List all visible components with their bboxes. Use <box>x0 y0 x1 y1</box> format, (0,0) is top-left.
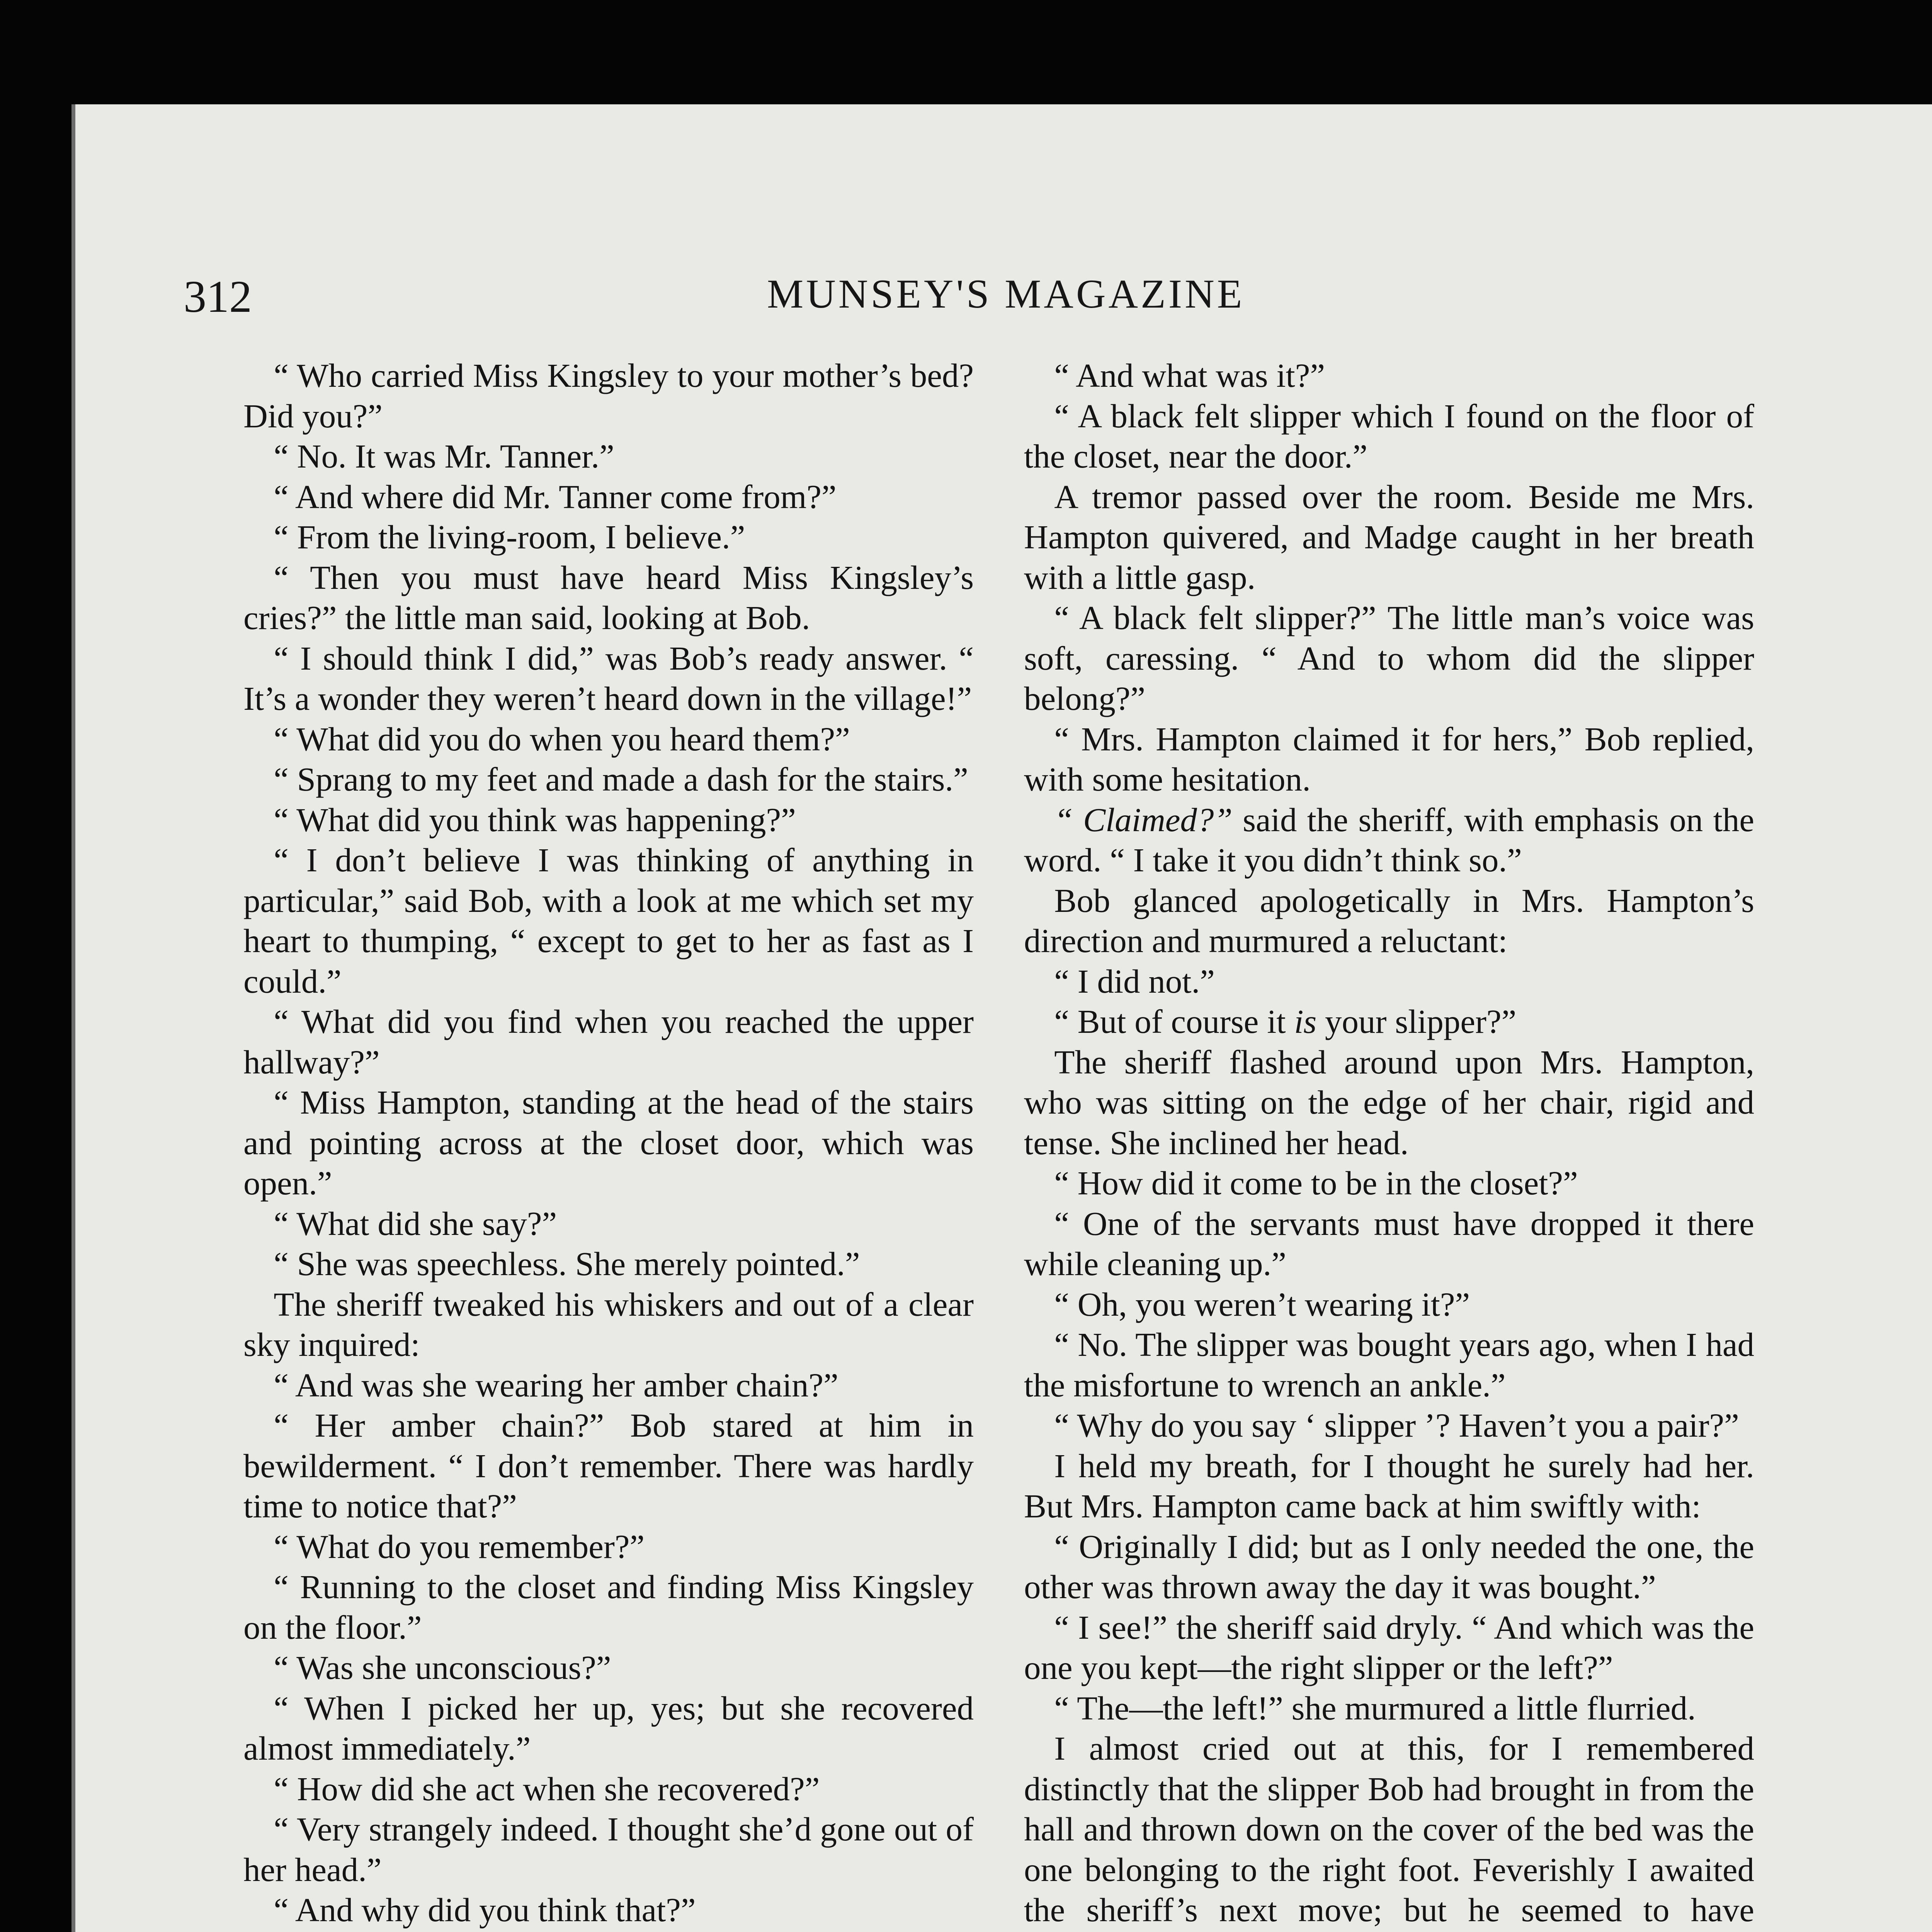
paragraph: I held my breath, for I thought he surely had her. But Mrs. Hampton came back at him swiftly with: <box>1024 1447 1754 1525</box>
paragraph: “ No. It was Mr. Tanner.” <box>274 437 614 475</box>
paragraph: “ What do you remember?” <box>274 1527 645 1565</box>
paragraph: “ And where did Mr. Tanner come from?” <box>274 478 837 515</box>
paragraph: “ Mrs. Hampton claimed it for hers,” Bob replied, with some hesitation. <box>1024 720 1754 798</box>
paragraph: “ What did you find when you reached the upper hallway?” <box>243 1003 974 1081</box>
paragraph: “ Who carried Miss Kingsley to your mother’s bed? Did you?” <box>243 357 974 435</box>
paragraph: “ Was she unconscious?” <box>274 1649 611 1686</box>
paragraph: “ And was she wearing her amber chain?” <box>274 1366 838 1404</box>
paragraph: “ From the living-room, I believe.” <box>274 518 745 556</box>
paragraph: “ I did not.” <box>1054 962 1215 1000</box>
paragraph: “ A black felt slipper?” The little man’s voice was soft, caressing. “ And to whom did the slipper belong?” <box>1024 599 1754 717</box>
running-head: MUNSEY'S MAGAZINE <box>767 271 1245 316</box>
paragraph: “ Miss Hampton, standing at the head of the stairs and pointing across at the closet door, which was open.” <box>243 1083 974 1202</box>
paragraph: “ One of the servants must have dropped it there while cleaning up.” <box>1024 1204 1754 1282</box>
paragraph: “ Originally I did; but as I only needed the one, the other was thrown away the day it was bought.” <box>1024 1527 1754 1605</box>
paragraph: “ And what was it?” <box>1054 357 1325 394</box>
paragraph: “ When I picked her up, yes; but she recovered almost immediately.” <box>243 1689 974 1767</box>
paragraph: A tremor passed over the room. Beside me Mrs. Hampton quivered, and Madge caught in her breath with a little gasp. <box>1024 478 1754 596</box>
paragraph: “ What did you do when you heard them?” <box>274 720 850 758</box>
paragraph: “ And why did you think that?” <box>274 1891 696 1929</box>
paragraph: “ She was speechless. She merely pointed.” <box>274 1245 860 1282</box>
paragraph: “ Claimed?” said the sheriff, with emphasis on the word. “ I take it you didn’t think so.” <box>1024 801 1754 879</box>
text-column-left <box>243 355 974 1932</box>
paragraph: “ How did it come to be in the closet?” <box>1054 1164 1578 1202</box>
paragraph: The sheriff tweaked his whiskers and out of a clear sky inquired: <box>243 1285 974 1363</box>
paragraph: “ What did she say?” <box>274 1204 557 1242</box>
paragraph: “ A black felt slipper which I found on the floor of the closet, near the door.” <box>1024 397 1754 475</box>
paragraph: “ Then you must have heard Miss Kingsley’s cries?” the little man said, looking at Bob. <box>243 558 974 636</box>
paragraph: “ I don’t believe I was thinking of anything in particular,” said Bob, with a look at me which set my heart to thumping, “ except to get to her as fast as I could.” <box>243 841 974 1000</box>
paragraph: “ I see!” the sheriff said dryly. “ And which was the one you kept—the right slipper or the left?” <box>1024 1608 1754 1686</box>
paragraph: “ Her amber chain?” Bob stared at him in bewilderment. “ I don’t remember. There was hardly time to notice that?” <box>243 1406 974 1525</box>
paragraph: “ No. The slipper was bought years ago, when I had the misfortune to wrench an ankle.” <box>1024 1326 1754 1404</box>
paragraph: “ Why do you say ‘ slipper ’? Haven’t you a pair?” <box>1054 1406 1739 1444</box>
paragraph: “ Very strangely indeed. I thought she’d gone out of her head.” <box>243 1810 974 1888</box>
paragraph: “ Running to the closet and finding Miss Kingsley on the floor.” <box>243 1568 974 1646</box>
paragraph: Bob glanced apologetically in Mrs. Hampton’s direction and murmured a reluctant: <box>1024 881 1754 959</box>
paragraph: “ Oh, you weren’t wearing it?” <box>1054 1285 1470 1323</box>
paragraph: “ The—the left!” she murmured a little flurried. <box>1054 1689 1696 1727</box>
paragraph: “ I should think I did,” was Bob’s ready answer. “ It’s a wonder they weren’t heard down in the village!” <box>243 639 974 717</box>
paragraph: “ What did you think was happening?” <box>274 801 796 838</box>
paragraph: “ Sprang to my feet and made a dash for the stairs.” <box>274 760 968 798</box>
paragraph: I almost cried out at this, for I remembered distinctly that the slipper Bob had brought in from the hall and thrown down on the cover of the bed was the one belonging to the right foot. Feverishly I awaited the sheriff’s next move; but he seemed to have <box>1024 1730 1754 1929</box>
text-column-right <box>1024 355 1754 1932</box>
paragraph <box>243 1930 974 1932</box>
paragraph: “ How did she act when she recovered?” <box>274 1770 820 1808</box>
page-number: 312 <box>184 271 252 322</box>
paragraph: “ But of course it is your slipper?” <box>1054 1003 1517 1040</box>
paragraph: The sheriff flashed around upon Mrs. Hampton, who was sitting on the edge of her chair, rigid and tense. She inclined her head. <box>1024 1043 1754 1162</box>
